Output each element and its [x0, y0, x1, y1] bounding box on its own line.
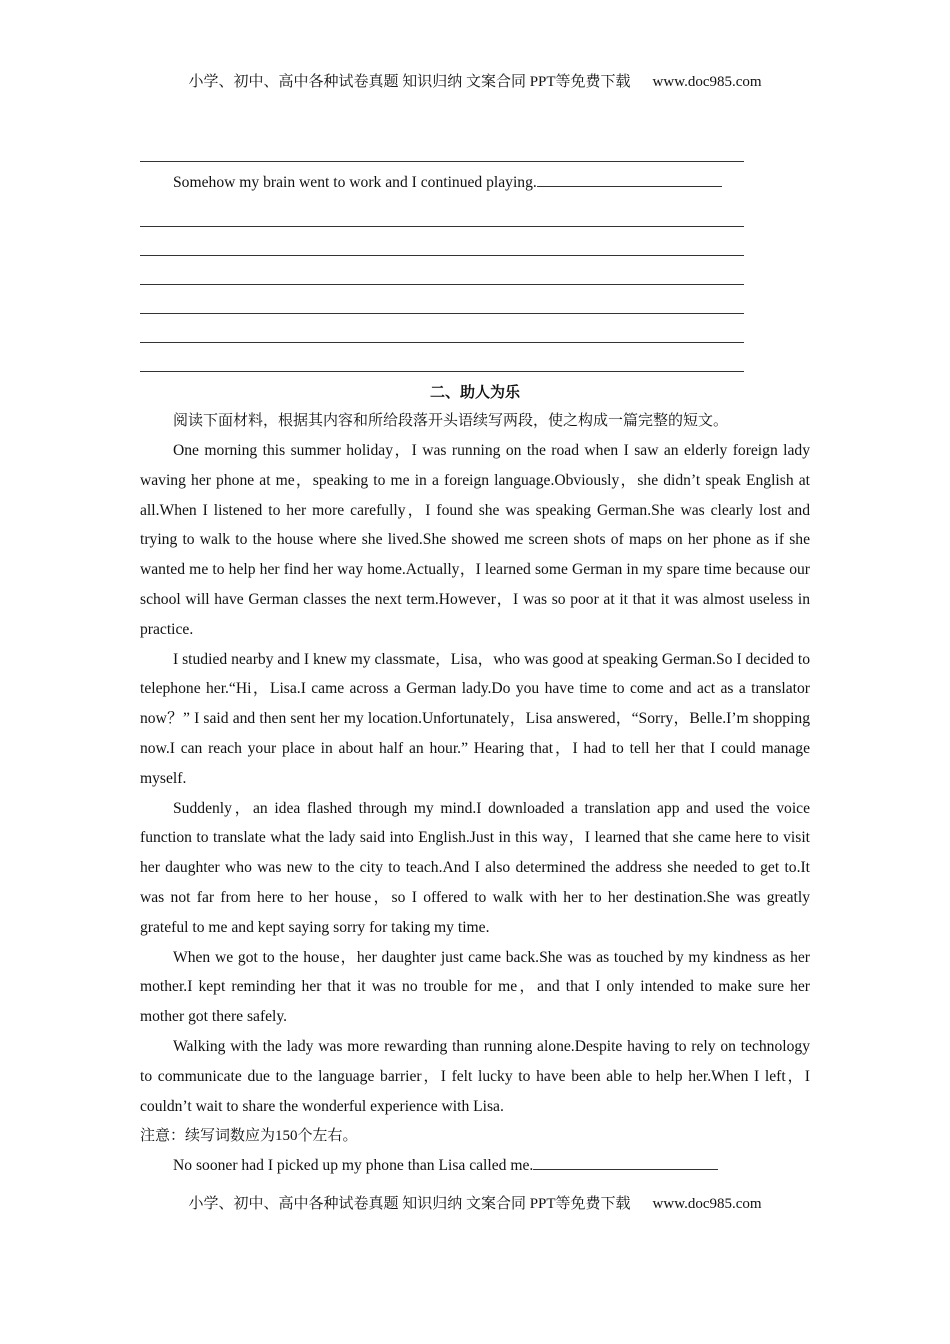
footer-url[interactable]: www.doc985.com — [652, 1196, 762, 1212]
instruction: 阅读下面材料，根据其内容和所给段落开头语续写两段，使之构成一篇完整的短文。 — [173, 413, 729, 429]
continuation-prompt-1: Somehow my brain went to work and I continued playing. — [140, 168, 810, 198]
answer-blank — [537, 172, 722, 187]
answer-line — [140, 148, 744, 162]
document-body — [140, 148, 810, 1181]
answer-blank — [533, 1155, 718, 1170]
paragraph: Suddenly，an idea flashed through my mind.I downloaded a translation app and used the voice function to translate what the lady said into English.Just in this way，I learned that she came here to visit her daughter who was new to the city to teach.And I also determined the address she needed to get to.It was not far from here to her house，so I offered to walk with her to her destination.She was greatly grateful to me and kept saying sorry for taking my time. — [140, 799, 810, 936]
answer-line — [140, 256, 744, 285]
paragraph: When we got to the house，her daughter just came back.She was as touched by my kindness as her mother.I kept reminding her that it was no trouble for me，and that I only intended to make sure her mother got there safely. — [140, 948, 810, 1026]
continuation-prompt-2: No sooner had I picked up my phone than Lisa called me. — [140, 1151, 810, 1181]
answer-line — [140, 343, 744, 372]
answer-line — [140, 314, 744, 343]
footer-text: 小学、初中、高中各种试卷真题 知识归纳 文案合同 PPT等免费下载 — [188, 1196, 631, 1212]
paragraph: One morning this summer holiday，I was running on the road when I saw an elderly foreign lady waving her phone at me，speaking to me in a foreign language.Obviously，she didn’t speak English at all.When I listened to her more carefully，I found she was speaking German.She was clearly lost and trying to walk to the house where she lived.She showed me screen shots of maps on her phone as if she wanted me to help her find her way home.Actually，I learned some German in my spare time because our school will have German classes the next term.However，I was so poor at it that it was almost useless in practice. — [140, 442, 810, 638]
answer-lines — [140, 198, 810, 372]
answer-line — [140, 227, 744, 256]
header-url[interactable]: www.doc985.com — [652, 74, 762, 90]
answer-line — [140, 198, 744, 227]
page-footer — [0, 1192, 950, 1213]
paragraph: I studied nearby and I knew my classmate，Lisa，who was good at speaking German.So I decided to telephone her.“Hi，Lisa.I came across a German lady.Do you have time to come and act as a translator now？” I said and then sent her my location.Unfortunately，Lisa answered，“Sorry，Belle.I’m shopping now.I can reach your place in about half an hour.” Hearing that，I had to tell her that I could manage myself. — [140, 650, 810, 787]
paragraph: Walking with the lady was more rewarding than running alone.Despite having to rely on technology to communicate due to the language barrier，I felt lucky to have been able to help her.When I left，I couldn’t wait to share the wonderful experience with Lisa. — [140, 1037, 810, 1115]
word-count-note: 注意：续写词数应为150个左右。 — [140, 1128, 358, 1145]
header-text: 小学、初中、高中各种试卷真题 知识归纳 文案合同 PPT等免费下载 — [188, 74, 631, 90]
answer-line — [140, 285, 744, 314]
page-header — [0, 70, 950, 91]
section-title: 二、助人为乐 — [429, 383, 520, 401]
